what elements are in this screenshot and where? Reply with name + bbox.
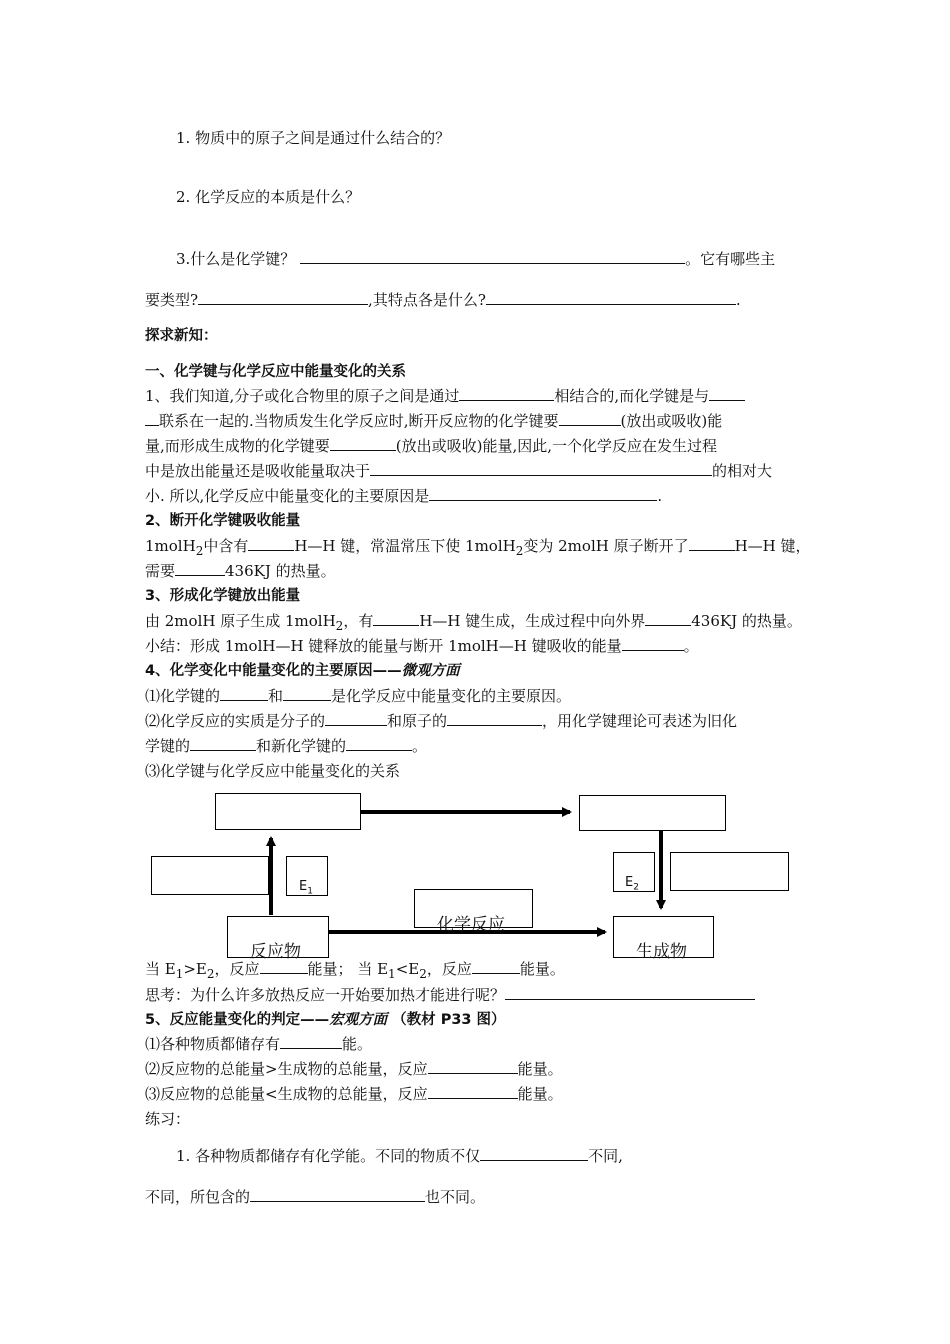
para-6-line-2: ⑵反应物的总能量>生成物的总能量，反应 能量。 xyxy=(145,1060,563,1078)
section-3-title: 3、形成化学键放出能量 xyxy=(145,588,301,604)
exercise-1-line-1: 1. 各种物质都储存有化学能。不同的物质不仅 不同, xyxy=(176,1147,623,1165)
section-4-title: 4、化学变化中能量变化的主要原因——微观方面 xyxy=(145,663,460,679)
question-1: 1. 物质中的原子之间是通过什么结合的？ xyxy=(176,129,451,147)
question-3-line-1: 3.什么是化学键？ 。它有哪些主 xyxy=(176,250,776,268)
answer-blank[interactable] xyxy=(472,959,520,974)
question-3-line-2: 要类型? ,其特点各是什么? . xyxy=(145,291,741,309)
para-6-line-3: ⑶反应物的总能量<生成物的总能量，反应 能量。 xyxy=(145,1085,563,1103)
answer-blank[interactable] xyxy=(505,985,755,1000)
right-blank-box[interactable] xyxy=(670,852,789,891)
answer-blank[interactable] xyxy=(428,1084,518,1099)
para-1-line-2: 联系在一起的.当物质发生化学反应时,断开反应物的化学键要 (放出或吸收)能 xyxy=(145,411,722,431)
para-4-line-4: ⑶化学键与化学反应中能量变化的关系 xyxy=(145,762,401,780)
para-4-line-1: ⑴化学键的 和 是化学反应中能量变化的主要原因。 xyxy=(145,687,572,705)
section-5-title: 5、反应能量变化的判定——宏观方面 （教材 P33 图） xyxy=(145,1012,506,1028)
question-2: 2. 化学反应的本质是什么？ xyxy=(176,188,361,206)
para-3-line-2: 小结：形成 1molH—H 键释放的能量与断开 1molH—H 键吸收的能量 。 xyxy=(145,637,699,655)
section-2-title: 2、断开化学键吸收能量 xyxy=(145,513,301,529)
para-2-line-1: 1molH$_2$中含有 H—H 键，常温常压下使 1molH$_2$变为 2molH 原子断开了 H—H 键， xyxy=(145,537,811,558)
answer-blank[interactable] xyxy=(280,1034,342,1049)
answer-blank[interactable] xyxy=(250,1187,425,1202)
e2-box: $E_2$ xyxy=(613,852,655,892)
para-1-line-5: 小. 所以,化学反应中能量变化的主要原因是 . xyxy=(145,487,663,505)
para-3-line-1: 由 2molH 原子生成 1molH$_2$，有 H—H 键生成，生成过程中向外界 436KJ 的热量。 xyxy=(145,612,802,633)
para-2-line-2: 需要 436KJ 的热量。 xyxy=(145,562,336,580)
exercise-1-line-2: 不同，所包含的 也不同。 xyxy=(145,1188,486,1206)
answer-blank[interactable] xyxy=(480,1146,588,1161)
practice-heading: 练习： xyxy=(145,1110,191,1128)
para-1-line-1: 1、我们知道,分子或化合物里的原子之间是通过 相结合的,而化学键是与 xyxy=(145,386,745,406)
reaction-box: 化学反应 xyxy=(414,889,533,928)
para-5-line-1: 当 $E_1>E_2$，反应 能量； 当 $E_1<E_2$，反应 能量。 xyxy=(145,960,565,981)
section-1-title: 一、化学键与化学反应中能量变化的关系 xyxy=(145,364,406,380)
explore-heading: 探求新知： xyxy=(145,328,218,344)
answer-blank[interactable] xyxy=(260,959,308,974)
para-1-line-3: 量,而形成生成物的化学键要 (放出或吸收)能量,因此,一个化学反应在发生过程 xyxy=(145,437,718,455)
para-1-line-4: 中是放出能量还是吸收能量取决于 的相对大 xyxy=(145,462,773,480)
top-right-blank-box[interactable] xyxy=(579,795,726,831)
think-line: 思考：为什么许多放热反应一开始要加热才能进行呢？ xyxy=(145,985,755,1005)
para-4-line-2: ⑵化学反应的实质是分子的 和原子的 ，用化学键理论可表述为旧化 xyxy=(145,712,738,730)
para-6-line-1: ⑴各种物质都储存有 能。 xyxy=(145,1035,373,1053)
reactant-box: 反应物 xyxy=(227,916,329,958)
top-left-blank-box[interactable] xyxy=(215,793,361,830)
e1-box: $E_1$ xyxy=(286,856,328,896)
para-4-line-3: 学键的 和新化学键的 。 xyxy=(145,737,428,755)
answer-blank[interactable] xyxy=(428,1059,518,1074)
product-box: 生成物 xyxy=(613,916,714,958)
left-blank-box[interactable] xyxy=(151,856,269,895)
